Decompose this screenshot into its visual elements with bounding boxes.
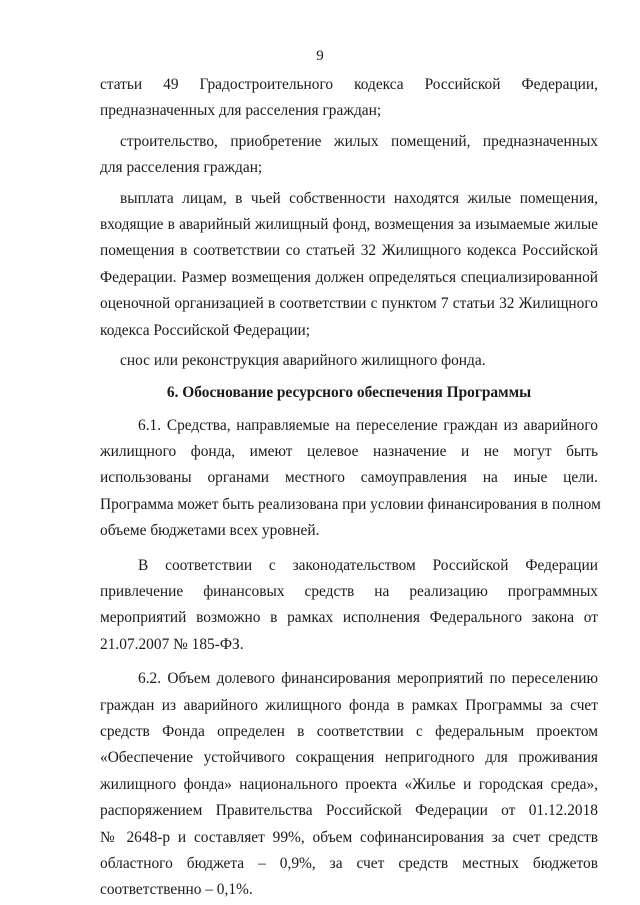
text-line: предназначенных для расселения граждан;: [100, 102, 382, 120]
text-line: для расселения граждан;: [100, 159, 263, 177]
text-line: жилищного фонда, имеют целевое назначение и не могут быть: [100, 443, 598, 461]
paragraph-construction: [100, 129, 598, 182]
text-line: «Обеспечение устойчивого сокращения непригодного для проживания: [100, 749, 598, 767]
text-line: выплата лицам, в чьей собственности находятся жилые помещения,: [120, 189, 598, 207]
text-line: оценочной организацией в соответствии с пунктом 7 статьи 32 Жилищного: [100, 295, 598, 313]
text-line: Программа может быть реализована при условии финансирования в полном: [100, 495, 601, 513]
paragraph-compensation: [100, 186, 598, 344]
text-line: 6.1. Средства, направляемые на переселение граждан из аварийного: [138, 416, 598, 434]
text-line: В соответствии с законодательством Российской Федерации: [138, 556, 598, 574]
text-line: распоряжением Правительства Российской Федерации от 01.12.2018: [100, 802, 598, 820]
text-line: привлечение финансовых средств на реализацию программных: [100, 583, 598, 601]
text-line: объеме бюджетами всех уровней.: [100, 522, 320, 540]
text-line: 21.07.2007 № 185-ФЗ.: [100, 635, 244, 653]
text-line: строительство, приобретение жилых помещений, предназначенных: [120, 132, 598, 150]
paragraph-article-49: [100, 72, 598, 125]
text-line: снос или реконструкция аварийного жилищного фонда.: [120, 351, 486, 369]
text-line: помещения в соответствии со статьей 32 Жилищного кодекса Российской: [100, 242, 598, 260]
text-line: № 2648-р и составляет 99%, объем софинансирования за счет средств: [100, 828, 598, 846]
text-line: входящие в аварийный жилищный фонд, возмещения за изымаемые жилые: [100, 215, 598, 233]
text-line: граждан из аварийного жилищного фонда в рамках Программы за счет: [100, 696, 598, 714]
text-line: 6.2. Объем долевого финансирования мероприятий по переселению: [138, 670, 598, 688]
text-line: Федерации. Размер возмещения должен определяться специализированной: [100, 268, 598, 286]
text-line: областного бюджета – 0,9%, за счет средств местных бюджетов: [100, 854, 598, 872]
paragraph-demolition: [100, 348, 598, 374]
text-line: статьи 49 Градостроительного кодекса Российской Федерации,: [100, 76, 598, 93]
page-number: 9: [316, 48, 324, 64]
text-line: соответственно – 0,1%.: [100, 881, 253, 899]
text-line: мероприятий возможно в рамках исполнения Федерального закона от: [100, 609, 598, 627]
section-heading: 6. Обоснование ресурсного обеспечения Программы: [166, 384, 532, 402]
text-line: жилищного фонда» национального проекта «Жилье и городская среда»,: [100, 775, 598, 793]
text-line: кодекса Российской Федерации;: [100, 321, 311, 339]
text-line: средств Фонда определен в соответствии с федеральным проектом: [100, 722, 598, 740]
paragraph-6-1: [100, 413, 601, 545]
text-line: использованы органами местного самоуправления на иные цели.: [100, 469, 598, 487]
paragraph-legislation: [100, 553, 598, 659]
document-body: [100, 72, 601, 904]
paragraph-6-2: [100, 666, 598, 904]
